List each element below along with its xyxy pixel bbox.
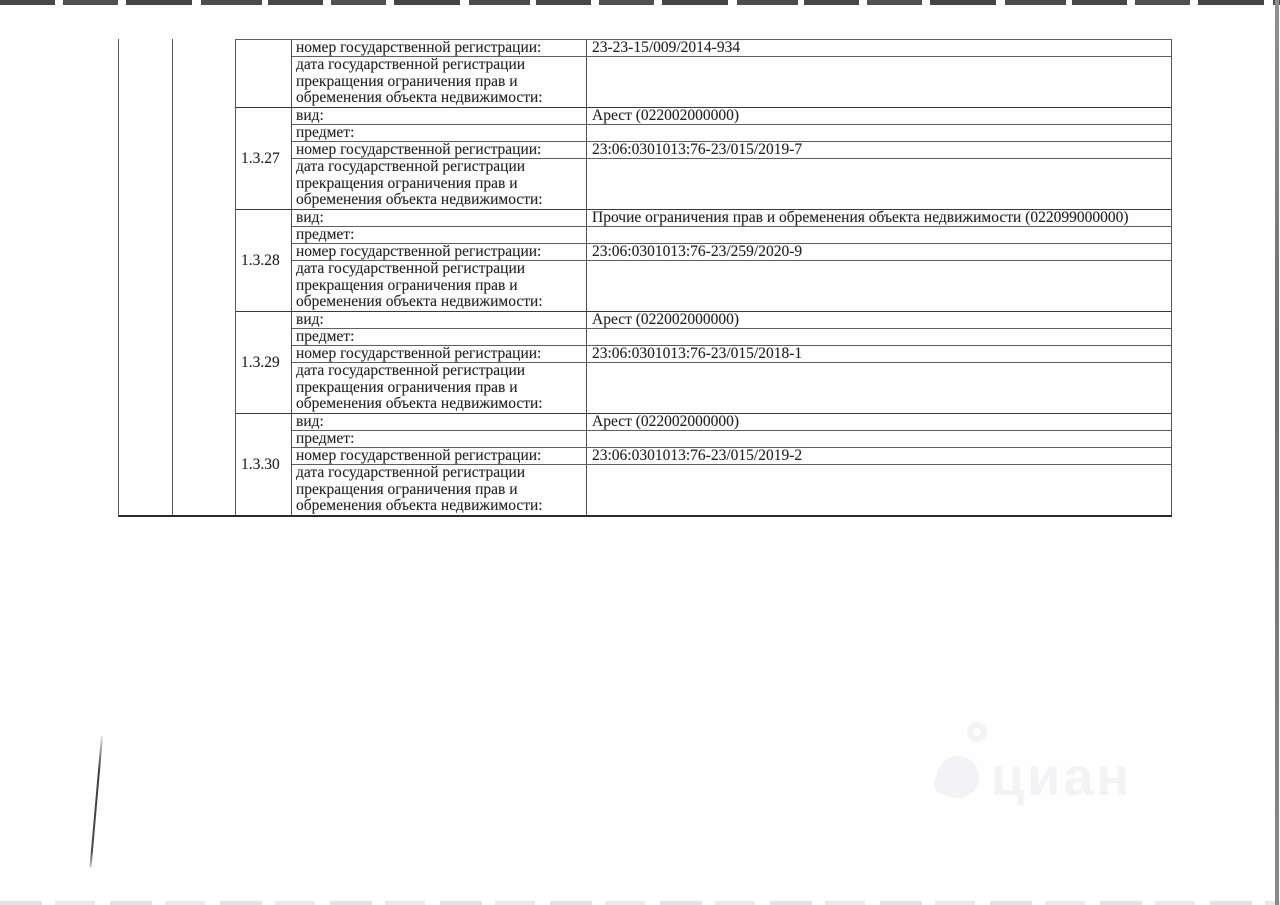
field-value: Арест (022002000000) [592, 413, 740, 430]
field-value: 23-23-15/009/2014-934 [592, 39, 741, 56]
table-row [292, 261, 1171, 311]
field-value [587, 125, 1171, 141]
field-label: номер государственной регистрации: [292, 448, 587, 464]
empty-column-b [173, 108, 236, 210]
table-block [119, 312, 1172, 414]
empty-column-b [173, 414, 236, 515]
field-label: вид: [292, 210, 587, 226]
block-number-cell [236, 312, 292, 413]
cian-pin-icon [932, 751, 985, 804]
field-label: дата государственной регистрации прекращения ограничения прав и обременения объекта недвижимости: [292, 159, 587, 209]
field-value: Арест (022002000000) [592, 107, 740, 124]
table-row [292, 57, 1171, 107]
empty-column-a [119, 39, 173, 108]
field-label: предмет: [292, 329, 587, 345]
cian-watermark-text: циан [991, 747, 1133, 807]
field-value [587, 57, 1171, 107]
empty-column-b [173, 312, 236, 414]
empty-column-a [119, 108, 173, 210]
field-value [587, 227, 1171, 243]
table-block-continuation [119, 39, 1172, 108]
registry-extract-table [118, 39, 1172, 517]
table-row [292, 414, 1171, 431]
empty-column-a [119, 312, 173, 414]
block-number-cell [236, 210, 292, 311]
field-value [587, 363, 1171, 413]
field-label: дата государственной регистрации прекращения ограничения прав и обременения объекта недвижимости: [292, 465, 587, 515]
field-value [587, 261, 1171, 311]
table-row [292, 227, 1171, 244]
table-row [292, 363, 1171, 413]
field-value: 23:06:0301013:76-23/015/2018-1 [592, 345, 803, 362]
field-value: 23:06:0301013:76-23/015/2019-7 [592, 141, 803, 158]
scanner-bottom-edge-artifact [0, 901, 1280, 905]
field-label: предмет: [292, 431, 587, 447]
table-row [292, 346, 1171, 363]
field-label: вид: [292, 108, 587, 124]
field-value: Прочие ограничения прав и обременения объекта недвижимости (022099000000) [592, 209, 1129, 226]
field-label: дата государственной регистрации прекращения ограничения прав и обременения объекта недвижимости: [292, 363, 587, 413]
table-row [292, 448, 1171, 465]
table-row [292, 108, 1171, 125]
block-number: 1.3.30 [241, 455, 280, 473]
cian-circle-icon [967, 722, 987, 742]
field-value [587, 465, 1171, 515]
field-value [587, 159, 1171, 209]
empty-column-a [119, 414, 173, 515]
table-row [292, 244, 1171, 261]
field-label: номер государственной регистрации: [292, 244, 587, 260]
empty-column-b [173, 210, 236, 312]
block-number-cell [236, 108, 292, 209]
scan-fold-line-artifact [89, 736, 102, 868]
table-row [292, 40, 1171, 57]
empty-column-b [173, 39, 236, 108]
empty-column-a [119, 210, 173, 312]
block-number: 1.3.29 [241, 353, 280, 371]
table-block [119, 210, 1172, 312]
block-number-cell [236, 40, 292, 107]
table-block [119, 414, 1172, 515]
field-label: предмет: [292, 227, 587, 243]
field-label: дата государственной регистрации прекращения ограничения прав и обременения объекта недвижимости: [292, 261, 587, 311]
table-row [292, 431, 1171, 448]
table-row [292, 142, 1171, 159]
field-value: Арест (022002000000) [592, 311, 740, 328]
block-number: 1.3.28 [241, 251, 280, 269]
block-number-cell [236, 414, 292, 515]
field-value [587, 431, 1171, 447]
table-row [292, 159, 1171, 209]
field-label: номер государственной регистрации: [292, 40, 587, 56]
table-row [292, 125, 1171, 142]
field-label: номер государственной регистрации: [292, 142, 587, 158]
table-row [292, 329, 1171, 346]
table-block [119, 108, 1172, 210]
field-label: вид: [292, 312, 587, 328]
cian-watermark [933, 714, 1173, 814]
field-label: номер государственной регистрации: [292, 346, 587, 362]
block-number: 1.3.27 [241, 149, 280, 167]
field-value: 23:06:0301013:76-23/259/2020-9 [592, 243, 803, 260]
field-value [587, 329, 1171, 345]
scanner-right-edge-artifact [1275, 0, 1279, 905]
scanner-top-edge-artifact [0, 0, 1280, 5]
table-row [292, 465, 1171, 515]
field-label: вид: [292, 414, 587, 430]
field-label: предмет: [292, 125, 587, 141]
field-value: 23:06:0301013:76-23/015/2019-2 [592, 447, 803, 464]
table-row [292, 210, 1171, 227]
field-label: дата государственной регистрации прекращения ограничения прав и обременения объекта недвижимости: [292, 57, 587, 107]
table-row [292, 312, 1171, 329]
